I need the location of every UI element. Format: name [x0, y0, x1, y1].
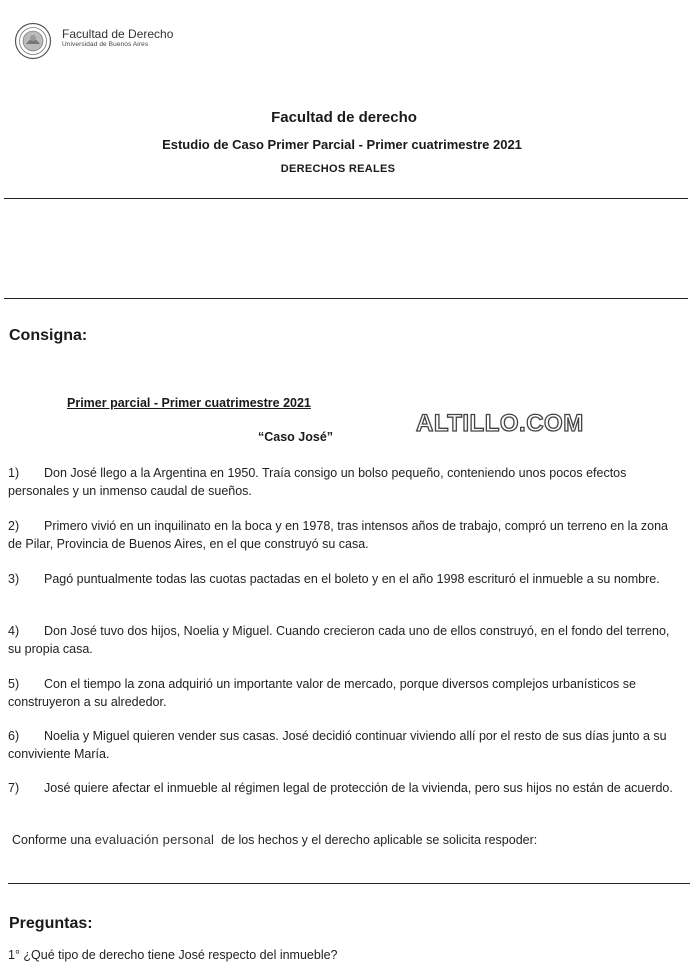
divider-bottom [8, 883, 690, 884]
preguntas-heading: Preguntas: [9, 915, 93, 932]
paragraph-text: Don José llego a la Argentina en 1950. Traía consigo un bolso pequeño, conteniendo unos pocos efectos personales y un inmenso caudal de sueños. [8, 466, 627, 498]
doc-title: Facultad de derecho [271, 109, 417, 126]
parcial-title: Primer parcial - Primer cuatrimestre 2021 [67, 396, 311, 410]
header-org-name: Facultad de Derecho [62, 27, 174, 41]
divider-middle [4, 298, 688, 299]
paragraph-text: Con el tiempo la zona adquirió un importante valor de mercado, porque diversos complejos urbanísticos se construyeron a su alrededor. [8, 677, 636, 709]
consigna-heading: Consigna: [9, 327, 88, 344]
case-paragraph-4 [8, 622, 674, 658]
paragraph-text: José quiere afectar el inmueble al régimen legal de protección de la vivienda, pero sus hijos no están de acuerdo. [44, 781, 673, 795]
case-paragraph-7 [8, 779, 674, 797]
paragraph-text: Pagó puntualmente todas las cuotas pactadas en el boleto y en el año 1998 escrituró el inmueble a su nombre. [44, 572, 660, 586]
case-paragraph-2 [8, 517, 674, 553]
header-university: Universidad de Buenos Aires [62, 41, 149, 48]
question-1: 1° ¿Qué tipo de derecho tiene José respecto del inmueble? [8, 948, 338, 962]
paragraph-number: 3) [8, 572, 20, 586]
paragraph-number: 2) [8, 519, 20, 533]
instruction-text [12, 832, 537, 847]
case-paragraph-1 [8, 464, 674, 500]
case-paragraph-5 [8, 675, 674, 711]
instruction-emphasis: evaluación personal [94, 832, 215, 847]
watermark: ALTILLO.COM [416, 410, 584, 437]
divider-top [4, 198, 688, 199]
paragraph-text: Noelia y Miguel quieren vender sus casas. José decidió continuar viviendo allí por el resto de sus días junto a su conviviente María. [8, 729, 667, 761]
paragraph-number: 1) [8, 466, 20, 480]
paragraph-text: Primero vivió en un inquilinato en la boca y en 1978, tras intensos años de trabajo, compró un terreno en la zona de Pilar, Provincia de Buenos Aires, en el que construyó su casa. [8, 519, 668, 551]
paragraph-number: 6) [8, 729, 20, 743]
university-seal-logo [14, 22, 52, 60]
paragraph-text: Don José tuvo dos hijos, Noelia y Miguel. Cuando crecieron cada uno de ellos construyó, en el fondo del terreno, su propia casa. [8, 624, 670, 656]
case-paragraph-6 [8, 727, 674, 763]
doc-subtitle: Estudio de Caso Primer Parcial - Primer cuatrimestre 2021 [162, 137, 522, 152]
case-paragraph-3 [8, 570, 674, 588]
case-title: “Caso José” [258, 430, 334, 444]
paragraph-number: 4) [8, 624, 20, 638]
paragraph-number: 5) [8, 677, 20, 691]
instruction-before: Conforme una [12, 833, 95, 847]
paragraph-number: 7) [8, 781, 20, 795]
doc-subject: DERECHOS REALES [280, 163, 396, 175]
instruction-after: de los hechos y el derecho aplicable se solicita respoder: [214, 833, 538, 847]
